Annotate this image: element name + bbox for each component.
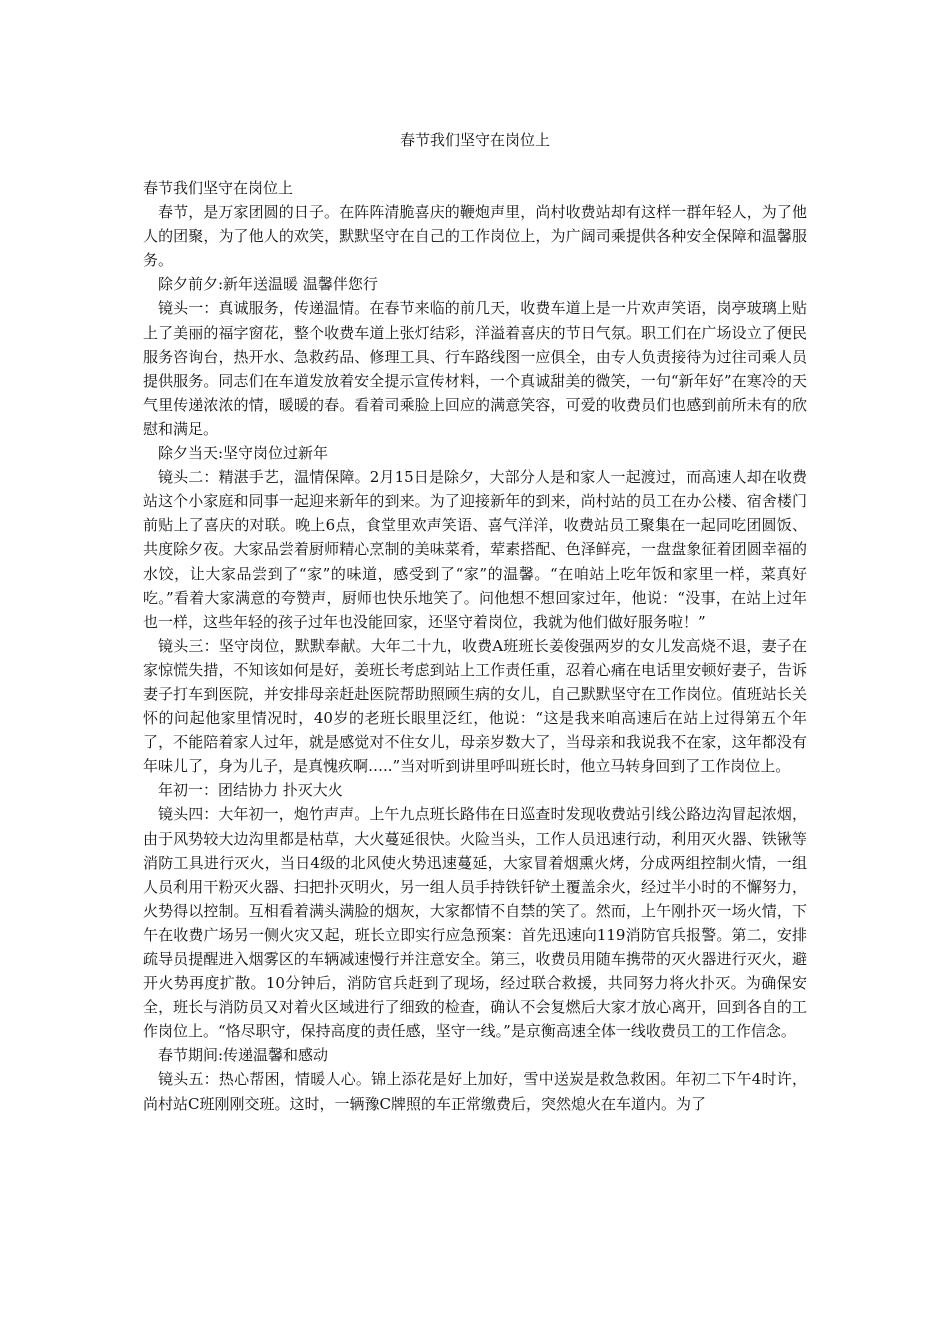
section-heading: 除夕当天:坚守岗位过新年 bbox=[158, 444, 329, 463]
document-title: 春节我们坚守在岗位上 bbox=[399, 131, 550, 149]
section-heading: 除夕前夕:新年送温暖 温馨伴您行 bbox=[158, 275, 378, 294]
document-body bbox=[143, 176, 807, 1116]
body-subtitle: 春节我们坚守在岗位上 bbox=[143, 179, 294, 197]
paragraph: 镜头五：热心帮困，情暖人心。锦上添花是好上加好，雪中送炭是救急救困。年初二下午4时许，尚村站C班刚刚交班。这时，一辆豫C牌照的车正常缴费后，突然熄火在车道内。为了 bbox=[143, 1070, 807, 1113]
section-heading: 春节期间:传递温馨和感动 bbox=[158, 1046, 329, 1065]
paragraph: 镜头四：大年初一，炮竹声声。上午九点班长路伟在日巡查时发现收费站引线公路边沟冒起浓烟，由于风势较大边沟里都是枯草，大火蔓延很快。火险当头，工作人员迅速行动，利用灭火器、铁锹等消防工具进行灭火，当日4级的北风使火势迅速蔓延，大家冒着烟熏火烤，分成两组控制火情，一组人员利用干粉灭火器、扫把扑灭明火，另一组人员手持铁钎铲土覆盖余火，经过半小时的不懈努力，火势得以控制。互相看着满头满脸的烟灰，大家都情不自禁的笑了。然而，上午刚扑灭一场火情，下午在收费广场另一侧火灾又起，班长立即实行应急预案：首先迅速向119消防官兵报警。第二，安排疏导员提醒进入烟雾区的车辆减速慢行并注意安全。第三，收费员用随车携带的灭火器进行灭火，避开火势再度扩散。10分钟后，消防官兵赶到了现场，经过联合救援，共同努力将火扑灭。为确保安全，班长与消防员又对着火区域进行了细致的检查，确认不会复燃后大家才放心离开，回到各自的工作岗位上。“恪尽职守，保持高度的责任感，坚守一线。”是京衡高速全体一线收费员工的工作信念。 bbox=[143, 805, 807, 1041]
section-heading: 年初一：团结协力 扑灭大火 bbox=[158, 781, 343, 800]
paragraph-intro: 春节，是万家团圆的日子。在阵阵清脆喜庆的鞭炮声里，尚村收费站却有这样一群年轻人，为了他人的团聚，为了他人的欢笑，默默坚守在自己的工作岗位上，为广阔司乘提供各种安全保障和温馨服务。 bbox=[143, 203, 807, 270]
paragraph: 镜头三：坚守岗位，默默奉献。大年二十九，收费A班班长姜俊强两岁的女儿发高烧不退，妻子在家惊慌失措，不知该如何是好，姜班长考虑到站上工作责任重，忍着心痛在电话里安顿好妻子，告诉妻子打车到医院，并安排母亲赶赴医院帮助照顾生病的女儿，自己默默坚守在工作岗位。值班站长关怀的问起他家里情况时，40岁的老班长眼里泛红，他说：“这是我来咱高速后在站上过得第五个年了，不能陪着家人过年，就是感觉对不住女儿，母亲岁数大了，当母亲和我说我不在家，这年都没有年味儿了，身为儿子，是真愧疚啊…..”当对听到讲里呼叫班长时，他立马转身回到了工作岗位上。 bbox=[143, 636, 807, 776]
paragraph: 镜头一：真诚服务，传递温情。在春节来临的前几天，收费车道上是一片欢声笑语，岗亭玻璃上贴上了美丽的福字窗花，整个收费车道上张灯结彩，洋溢着喜庆的节日气氛。职工们在广场设立了便民服务咨询台，热开水、急救药品、修理工具、行车路线图一应俱全，由专人负责接待为过往司乘人员提供服务。同志们在车道发放着安全提示宣传材料，一个真诚甜美的微笑，一句“新年好”在寒冷的天气里传递浓浓的情，暖暖的春。看着司乘脸上回应的满意笑容，可爱的收费员们也感到前所未有的欣慰和满足。 bbox=[143, 299, 807, 438]
paragraph: 镜头二：精湛手艺，温情保障。2月15日是除夕，大部分人是和家人一起渡过，而高速人却在收费站这个小家庭和同事一起迎来新年的到来。为了迎接新年的到来，尚村站的员工在办公楼、宿舍楼门前贴上了喜庆的对联。晚上6点，食堂里欢声笑语、喜气洋洋，收费站员工聚集在一起同吃团圆饭、共度除夕夜。大家品尝着厨师精心烹制的美味菜肴，荤素搭配、色泽鲜亮，一盘盘象征着团圆幸福的水饺，让大家品尝到了“家”的味道，感受到了“家”的温馨。“在咱站上吃年饭和家里一样，菜真好吃。”看着大家满意的夸赞声，厨师也快乐地笑了。问他想不想回家过年，他说：“没事，在站上过年也一样，这些年轻的孩子过年也没能回家，还坚守着岗位，我就为他们做好服务啦！” bbox=[143, 468, 807, 631]
